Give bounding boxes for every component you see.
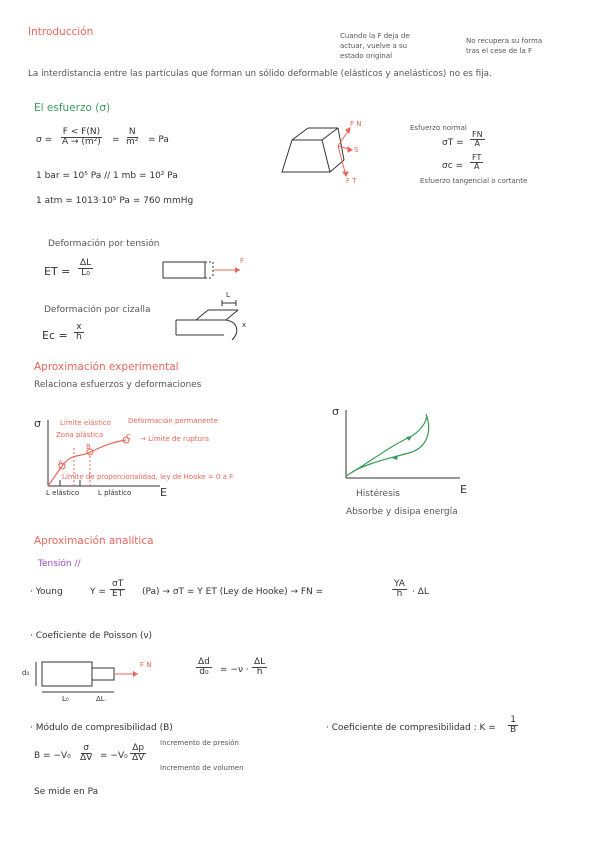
atm-conversion: 1 atm = 1013·10⁵ Pa = 760 mmHg	[36, 196, 194, 206]
bulk-mid: = −V₀	[100, 751, 128, 761]
bulk-label: · Módulo de compresibilidad (B)	[30, 723, 173, 733]
tension-num: ΔL	[80, 258, 92, 268]
stress-heading: El esfuerzo (σ)	[34, 102, 111, 114]
poisson-den-1: d₀	[199, 667, 209, 678]
young-label: · Young	[30, 587, 63, 597]
hysteresis-label: Histéresis	[356, 489, 400, 499]
stress-equals: =	[112, 135, 120, 145]
bulk-num-1: σ	[83, 743, 90, 753]
sigma-t-label: σT =	[442, 138, 464, 148]
force-s-label: S	[354, 146, 359, 154]
shear-l-label: L	[226, 291, 230, 299]
compressibility-fraction	[508, 716, 518, 736]
compressibility-num: 1	[510, 715, 516, 725]
compressibility-den: B	[510, 725, 517, 736]
hysteresis-epsilon-axis: E	[460, 483, 467, 496]
eps-t-label: ET =	[44, 265, 71, 278]
force-normal-label: F N	[350, 120, 362, 128]
sigma-c-label: σc =	[442, 161, 464, 171]
stress-fraction-2-num: N	[128, 127, 136, 137]
point-a: A	[58, 459, 63, 467]
shear-den: h	[76, 332, 82, 343]
young-rest: (Pa) → σT = Y ET (Ley de Hooke) → FN =	[142, 587, 324, 597]
permanent-deformation-label: Deformación permanente	[128, 417, 218, 425]
poisson-fraction-2	[252, 658, 267, 678]
intro-line: La interdistancia entre las partículas que forman un sólido deformable (elásticos y anelásticos) no es fija.	[28, 69, 492, 79]
poisson-d0: d₀	[22, 669, 30, 677]
poisson-label: · Coeficiente de Poisson (ν)	[30, 631, 153, 641]
epsilon-axis-label: E	[160, 486, 167, 499]
shear-num: x	[76, 322, 82, 332]
note-anelastic-line-1: No recupera su forma	[466, 37, 543, 45]
hysteresis-sigma-axis: σ	[332, 405, 339, 418]
bar-conversion: 1 bar = 10⁵ Pa // 1 mb = 10² Pa	[36, 171, 178, 181]
tension-deformation-label: Deformación por tensión	[48, 239, 160, 249]
young-num: σT	[112, 579, 124, 589]
sigma-t-den: A	[474, 139, 481, 149]
page-title: Introducción	[28, 26, 94, 38]
poisson-den-2: h	[256, 667, 263, 678]
sigma-label: σ =	[36, 135, 53, 145]
compressibility-label: · Coeficiente de compresibilidad : K =	[326, 723, 496, 733]
sigma-t-num: FN	[472, 130, 483, 139]
shear-deformation-label: Deformación por cizalla	[44, 305, 151, 315]
rupture-limit-label: → Límite de ruptura	[140, 435, 210, 443]
stress-pascal: = Pa	[148, 135, 169, 145]
young-force-num: YA	[394, 579, 405, 589]
tangential-stress-label: Esfuerzo tangencial o cortante	[420, 177, 528, 185]
bulk-volume-note: Incremento de volumen	[160, 764, 244, 772]
note-elastic-line-1: Cuando la F deja de	[340, 32, 410, 40]
tension-den: L₀	[81, 268, 90, 279]
young-tail: · ΔL	[412, 587, 429, 597]
bulk-num-2: Δp	[132, 743, 145, 753]
point-c: C	[126, 433, 131, 441]
poisson-fraction-1	[196, 658, 212, 678]
poisson-l0: L₀	[62, 695, 69, 703]
bulk-den-1: ΔV	[80, 753, 93, 764]
experimental-subtitle: Relaciona esfuerzos y deformaciones	[34, 380, 202, 390]
sigma-c-num: FT	[472, 153, 482, 162]
bulk-den-2: ΔV	[132, 753, 145, 764]
experimental-heading: Aproximación experimental	[34, 361, 179, 373]
elastic-limit-note: Límite elástico	[60, 419, 111, 427]
stress-fraction-1-num: F < F(N)	[62, 127, 101, 137]
bulk-pressure-note: Incremento de presión	[160, 739, 239, 747]
proportional-limit-label: Límite de proporcionalidad, ley de Hooke = 0 a F	[62, 473, 234, 481]
sigma-axis-label: σ	[34, 417, 41, 430]
young-den: ET	[112, 589, 124, 600]
young-force-den: h	[396, 589, 403, 600]
bulk-units: Se mide en Pa	[34, 787, 99, 797]
elastic-limit-label: L elástico	[46, 489, 80, 497]
tension-force-label: F	[240, 257, 245, 265]
sigma-c-den: A	[473, 162, 480, 172]
analytical-heading: Aproximación analítica	[34, 535, 154, 547]
poisson-eq: = −ν ·	[220, 665, 249, 675]
note-anelastic-line-2: tras el cese de la F	[466, 47, 533, 55]
point-b: B	[86, 443, 91, 451]
tension-heading: Tensión //	[38, 559, 81, 569]
bulk-b: B = −V₀	[34, 751, 71, 761]
shear-x-label: x	[242, 321, 247, 329]
note-elastic-line-3: estado original	[340, 52, 393, 60]
poisson-num-1: Δd	[198, 657, 210, 667]
bulk-fraction-1	[78, 744, 94, 764]
energy-label: Absorbe y disipa energía	[346, 507, 458, 517]
poisson-force: F N	[140, 661, 152, 669]
eps-c-label: Ec =	[42, 329, 68, 342]
bulk-fraction-2	[130, 744, 146, 764]
young-y: Y =	[90, 587, 106, 597]
stress-fraction-1-den: A → (m²)	[62, 137, 101, 148]
poisson-num-2: ΔL	[254, 657, 266, 667]
force-tangential-label: F T	[346, 177, 357, 185]
stress-fraction-2-den: m²	[126, 137, 139, 148]
plastic-zone-note: Zona plástica	[56, 431, 104, 439]
poisson-dl: ΔL	[96, 695, 105, 703]
note-elastic-line-2: actuar, vuelve a su	[340, 42, 408, 50]
normal-stress-label: Esfuerzo normal	[410, 124, 467, 132]
plastic-limit-label: L plástico	[98, 489, 132, 497]
